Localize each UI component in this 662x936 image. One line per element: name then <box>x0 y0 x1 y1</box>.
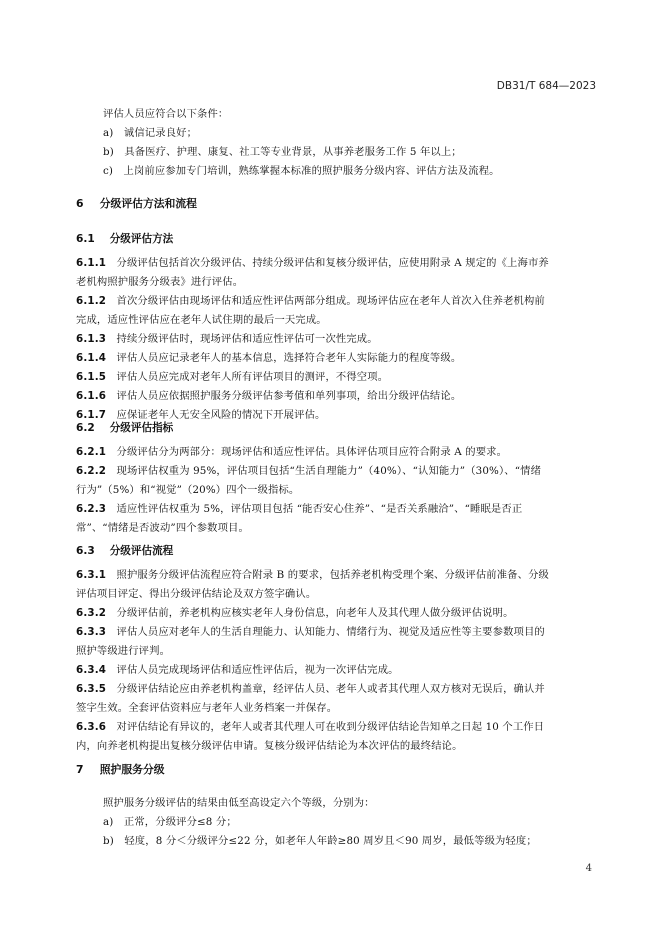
subsection-title: 分级评估方法 <box>109 233 174 245</box>
clause-6-2-1: 6.2.1 分级评估分为两部分：现场评估和适应性评估。具体评估项目应符合附录 A 的要求。 <box>76 446 508 458</box>
clause-6-1-3: 6.1.3 持续分级评估时，现场评估和适应性评估可一次性完成。 <box>76 333 378 345</box>
grade-item-a: a) 正常，分级评分≤8 分； <box>103 816 237 828</box>
section-title: 分级评估方法和流程 <box>99 197 197 210</box>
clause-6-2-3: 6.2.3 适应性评估权重为 5%，评估项目包括 “能否安心住养”、“是否关系融洽”、“睡眠是否正 <box>76 503 523 515</box>
intro-item-b: b) 具备医疗、护理、康复、社工等专业背景，从事养老服务工作 5 年以上； <box>103 146 462 158</box>
subsection-6-3-heading <box>76 543 173 558</box>
subsection-number: 6.1 <box>76 233 95 245</box>
clause-6-3-5: 6.3.5 分级评估结论应由养老机构盖章，经评估人员、老年人或者其代理人双方核对无误后，确认并 <box>76 683 545 695</box>
clause-6-2-2: 6.2.2 现场评估权重为 95%，评估项目包括“生活自理能力”（40%）、“认知能力”（30%）、“情绪 <box>76 465 542 477</box>
clause-6-1-1: 6.1.1 分级评估包括首次分级评估、持续分级评估和复核分级评估，应使用附录 A 规定的《上海市养 <box>76 257 549 269</box>
clause-6-3-3-cont: 照护等级进行评判。 <box>76 645 171 657</box>
document-code: DB31/T 684—2023 <box>496 80 596 92</box>
section-number: 6 <box>76 197 84 210</box>
intro-lead: 评估人员应符合以下条件： <box>103 108 229 120</box>
section-number: 7 <box>76 763 84 776</box>
subsection-title: 分级评估指标 <box>109 422 174 434</box>
clause-6-1-7: 6.1.7 应保证老年人无安全风险的情况下开展评估。 <box>76 409 326 421</box>
clause-6-3-6-cont: 内，向养老机构提出复核分级评估申请。复核分级评估结论为本次评估的最终结论。 <box>76 740 463 752</box>
clause-6-3-6: 6.3.6 对评估结论有异议的，老年人或者其代理人可在收到分级评估结论告知单之日起 10 个工作日 <box>76 721 545 733</box>
clause-6-1-6: 6.1.6 评估人员应依据照护服务分级评估参考值和单列事项，给出分级评估结论。 <box>76 390 462 402</box>
grade-item-b: b) 轻度，8 分＜分级评分≤22 分，如老年人年龄≥80 周岁且＜90 周岁，最低等级为轻度； <box>103 835 537 847</box>
clause-6-3-4: 6.3.4 评估人员完成现场评估和适应性评估后，视为一次评估完成。 <box>76 664 399 676</box>
clause-6-1-4: 6.1.4 评估人员应记录老年人的基本信息，选择符合老年人实际能力的程度等级。 <box>76 352 462 364</box>
section-7-heading <box>76 762 165 777</box>
subsection-6-1-heading <box>76 231 173 246</box>
section-title: 照护服务分级 <box>99 763 165 776</box>
subsection-6-2-heading <box>76 420 173 435</box>
clause-6-3-5-cont: 签字生效。全套评估资料应与老年人业务档案一并保存。 <box>76 702 338 714</box>
clause-6-1-2-cont: 完成，适应性评估应在老年人试住期的最后一天完成。 <box>76 314 327 326</box>
subsection-number: 6.2 <box>76 422 95 434</box>
clause-6-2-3-cont: 常”、“情绪是否波动”四个参数项目。 <box>76 522 249 534</box>
clause-6-1-2: 6.1.2 首次分级评估由现场评估和适应性评估两部分组成。现场评估应在老年人首次入住养老机构前 <box>76 295 545 307</box>
clause-6-3-1: 6.3.1 照护服务分级评估流程应符合附录 B 的要求，包括养老机构受理个案、分级评估前准备、分级 <box>76 569 549 581</box>
section-7-lead: 照护服务分级评估的结果由低至高设定六个等级，分别为： <box>103 797 375 809</box>
section-6-heading <box>76 196 197 211</box>
subsection-number: 6.3 <box>76 545 95 557</box>
page-number: 4 <box>585 863 592 874</box>
intro-item-a: a) 诚信记录良好； <box>103 127 198 139</box>
subsection-title: 分级评估流程 <box>109 545 174 557</box>
clause-6-3-2: 6.3.2 分级评估前，养老机构应核实老年人身份信息，向老年人及其代理人做分级评估说明。 <box>76 607 514 619</box>
clause-6-3-3: 6.3.3 评估人员应对老年人的生活自理能力、认知能力、情绪行为、视觉及适应性等主要参数项目的 <box>76 626 545 638</box>
clause-6-1-5: 6.1.5 评估人员应完成对老年人所有评估项目的测评，不得空项。 <box>76 371 389 383</box>
intro-item-c: c) 上岗前应参加专门培训，熟练掌握本标准的照护服务分级内容、评估方法及流程。 <box>103 165 500 177</box>
clause-6-2-2-cont: 行为”（5%）和“视觉”（20%）四个一级指标。 <box>76 484 300 496</box>
clause-6-3-1-cont: 评估项目评定、得出分级评估结论及双方签字确认。 <box>76 588 317 600</box>
clause-6-1-1-cont: 老机构照护服务分级表》进行评估。 <box>76 276 244 288</box>
